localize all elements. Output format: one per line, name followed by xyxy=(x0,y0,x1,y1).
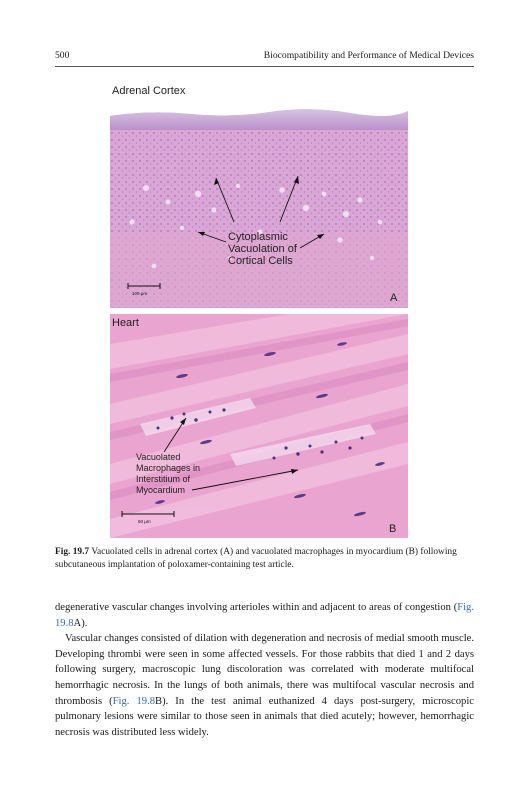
figure-panel-heart xyxy=(110,314,408,538)
running-title: Biocompatibility and Performance of Medical Devices xyxy=(263,50,474,61)
panel-b-title: Heart xyxy=(112,317,139,329)
paragraph-2-text-a: Vascular changes consisted of dilation with degeneration and necrosis of medial smooth muscle. Developing thrombi were seen in some affected vessels. For those rabbits that died 1 and 2 days following surgery, macroscopic lung discoloration was correlated with moderate multifocal hemorrhagic necrosis. In the lungs of both animals, there was multifocal vascular necrosis and thrombosis ( xyxy=(55,633,474,707)
figure-caption-label: Fig. 19.7 xyxy=(55,547,90,557)
header-rule xyxy=(55,66,474,67)
paragraph-1-text-a: degenerative vascular changes involving arterioles within and adjacent to areas of congestion ( xyxy=(55,602,458,613)
figure-reference-link[interactable]: Fig. 19.8 xyxy=(55,602,474,629)
heart-micrograph xyxy=(110,314,408,538)
panel-a-letter: A xyxy=(390,292,398,304)
panel-b-annotation-line-1: Vacuolated xyxy=(136,452,181,462)
panel-a-title: Adrenal Cortex xyxy=(112,85,186,97)
panel-a-scale-bar-label: 100 µm xyxy=(132,291,148,296)
figure-reference-link[interactable]: Fig. 19.8 xyxy=(112,695,156,707)
figure-caption xyxy=(55,546,474,572)
paragraph-2-text-b: B). In the test animal euthanized 4 days post-surgery, microscopic pulmonary lesions were similar to those seen in animals that died acutely; however, hemorrhagic necrosis was distributed less widely. xyxy=(55,695,475,738)
panel-b-annotation-line-3: Interstitium of xyxy=(136,474,191,484)
running-header xyxy=(55,50,474,64)
panel-a-annotation-line-2: Vacuolation of xyxy=(228,243,297,255)
panel-b-annotation-line-4: Myocardium xyxy=(136,485,186,495)
panel-a-annotation-line-1: Cytoplasmic xyxy=(228,231,288,243)
paragraph-2 xyxy=(55,631,474,740)
body-text xyxy=(55,600,474,740)
panel-b-scale-bar-label: 50 µm xyxy=(138,519,151,524)
panel-a-annotation-line-3: Cortical Cells xyxy=(228,255,293,267)
figure-panel-adrenal-cortex xyxy=(110,82,408,308)
page-number: 500 xyxy=(55,50,70,61)
panel-b-letter: B xyxy=(389,523,397,535)
paragraph-1-text-b: A). xyxy=(73,617,88,629)
paragraph-1 xyxy=(55,600,474,631)
figure-caption-text: Vacuolated cells in adrenal cortex (A) and vacuolated macrophages in myocardium (B) following subcutaneous implantation of poloxamer-containing test article. xyxy=(55,547,457,570)
adrenal-micrograph xyxy=(110,82,408,308)
panel-b-annotation-line-2: Macrophages in xyxy=(136,463,201,473)
